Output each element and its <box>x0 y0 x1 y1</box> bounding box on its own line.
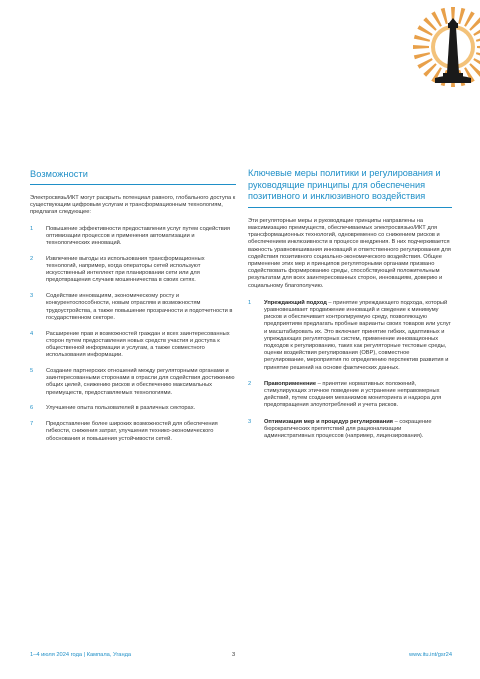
list-item <box>30 368 236 397</box>
item-text <box>264 419 452 441</box>
heading-rule <box>248 207 452 208</box>
item-text: Содействие инновациям, экономическому росту и конкурентоспособности, новым отраслям и возможностям трудоустройства, а также повышение прозрачности и подотчетности в государственном секторе. <box>46 293 233 321</box>
item-text: Извлечение выгоды из использования трансформационных технологий, например, когда операторы сетей используют искусственный интеллект при планировании сети или для предотвращения случаев мошенничества в своих сетях. <box>46 255 205 284</box>
item-number: 3 <box>30 293 34 300</box>
policy-measures-section <box>248 168 452 449</box>
item-text: Повышение эффективности предоставления услуг путем содействия оптимизации процессов и применения автоматизации и технологических инноваций. <box>46 225 230 247</box>
item-text <box>264 300 452 372</box>
item-number: 6 <box>30 405 34 412</box>
item-number: 5 <box>30 368 34 375</box>
item-body: – принятие упреждающего подхода, который уравновешивает продвижение инноваций и сведение к минимуму рисков и обеспечивает контролируемую среду, позволяющую предприятиям предлагать пробные варианты своих товаров или услуг и масштабировать их. Это включает принятие гибких, адаптивных и упреждающих регуляторных систем, применение инновационных подходов к регулированию, таких как регуляторные тестовые среды, оценки воздействия регулирования (ОВР), совместное регулирование, мероприятия по определению перспектив развития и принятие решений на основе фактических данных. <box>264 299 451 371</box>
list-item <box>248 419 452 441</box>
item-number: 2 <box>248 380 252 387</box>
policy-measures-list <box>248 300 452 440</box>
section-heading-policy-measures: Ключевые меры политики и регулирования и руководящие принципы для обеспечения позитивного и инклюзивного воздействия <box>248 168 441 202</box>
item-bold-title: Упреждающий подход <box>264 299 327 306</box>
list-item <box>30 405 236 412</box>
section-heading-opportunities: Возможности <box>30 169 89 179</box>
page-number: 3 <box>232 652 236 658</box>
item-number: 1 <box>30 225 34 232</box>
item-number: 1 <box>248 299 252 306</box>
list-item <box>30 421 236 443</box>
item-text: Расширение прав и возможностей граждан и всех заинтересованных сторон путем предоставления новых средств участия и доступа к общественной информации и услугам, а также совместного использования информации. <box>46 330 230 359</box>
section-intro: Эти регуляторные меры и руководящие принципы направлены на максимизацию преимуществ, обеспечиваемых электросвязью/ИКТ для трансформационных технологий, одновременно со снижением рисков и обеспечением инклюзивности в процессе внедрения. В них подчеркивается важность уравновешивания инноваций и ответственного регулирования для содействия позитивного социально-экономического воздействия. Общее применение этих мер и принципов регуляторными органами призвано содействовать формированию среды, способствующей положительным результатам для всех заинтересованных сторон, инновациям, доверию и социальному благополучию. <box>248 217 451 289</box>
opportunities-list <box>30 226 236 443</box>
item-text: Предоставление более широких возможностей для обеспечения гибкости, снижения затрат, улучшения технико-экономического обоснования и повышения устойчивости сетей. <box>46 421 218 442</box>
list-item <box>30 293 236 322</box>
section-intro: Электросвязь/ИКТ могут раскрыть потенциал равного, глобального доступа к существующим цифровым услугам и трансформационным технологиям, предлагая следующее: <box>30 195 236 216</box>
list-item <box>30 331 236 360</box>
item-number: 7 <box>30 421 34 428</box>
list-item <box>30 226 236 248</box>
item-number: 3 <box>248 418 252 425</box>
item-text: Улучшение опыта пользователей в различных секторах. <box>46 405 196 412</box>
item-text: Создание партнерских отношений между регуляторными органами и заинтересованными сторонами в отрасли для содействия достижению общих целей, снижению рисков и обеспечению максимальных преимуществ, предоставляемых технологиями. <box>46 368 235 396</box>
item-body: – сокращение бюрократических препятствий для рационализации административных процессов (например, лицензирования). <box>264 418 432 440</box>
footer-event-info: 1–4 июля 2024 года | Кампала, Уганда <box>30 652 132 658</box>
opportunities-section <box>30 168 236 451</box>
footer-url-link[interactable]: www.itu.int/gsr24 <box>409 652 452 658</box>
heading-rule <box>30 184 236 185</box>
item-text <box>264 381 452 410</box>
list-item <box>248 381 452 410</box>
item-bold-title: Правоприменение <box>264 380 317 387</box>
item-number: 2 <box>30 255 34 262</box>
item-number: 4 <box>30 330 34 337</box>
lighthouse-sun-icon <box>403 0 480 98</box>
item-bold-title: Оптимизация мер и процедур регулирования <box>264 418 394 425</box>
list-item <box>248 300 452 372</box>
event-logo-lighthouse <box>403 0 480 98</box>
item-body: – принятие нормативных положений, стимулирующих этичное поведение и устранение неправомерных действий, путем создания механизмов мониторинга и надзора для предотвращения злоупотреблений и учета рисков. <box>264 380 442 409</box>
list-item <box>30 256 236 285</box>
